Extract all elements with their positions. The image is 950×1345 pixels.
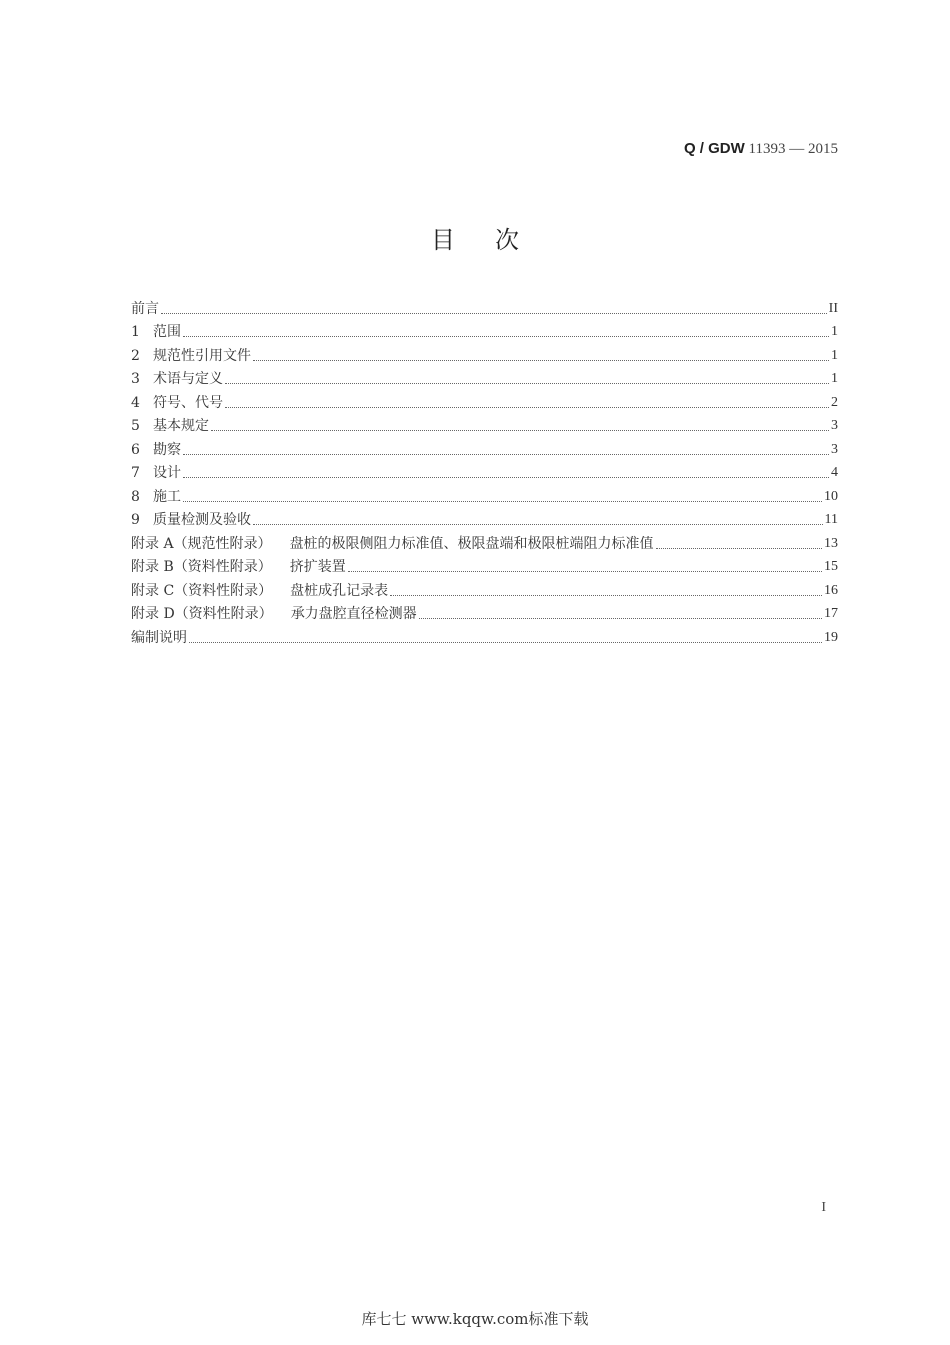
toc-entry[interactable] [131,576,838,600]
toc-dot-leader [189,642,822,643]
toc-entry-title: 范围 [153,324,181,340]
toc-entry-title: 前言 [131,300,159,317]
toc-entry-page: 3 [831,418,838,433]
toc-dot-leader [225,383,829,384]
toc-entry-page: 11 [824,512,838,527]
toc-entry-page: 10 [824,488,838,504]
toc-entry-label [131,347,251,365]
toc-entry-label [131,394,223,412]
toc-entry-page: 13 [824,535,838,551]
toc-entry-number: 8 [131,488,140,505]
toc-entry-page: 3 [831,441,838,457]
toc-entry-page: 1 [831,371,838,386]
page-number: I [821,1200,826,1215]
toc-entry[interactable] [131,435,838,459]
toc-dot-leader [183,336,829,337]
toc-entry-page: 2 [831,394,838,410]
toc-dot-leader [419,618,822,619]
toc-entry[interactable] [131,294,838,318]
toc-entry-subtitle: 盘桩成孔记录表 [290,582,389,599]
toc-entry-title: 附录 C（资料性附录） [131,582,273,599]
toc-entry-page: 16 [824,582,838,598]
toc-entry-title: 附录 A（规范性附录） [131,535,272,552]
toc-entry-title: 符号、代号 [153,394,223,411]
toc-dot-leader [183,454,829,455]
toc-entry-number: 2 [131,347,140,364]
toc-entry-title: 基本规定 [153,418,209,434]
toc-dot-leader [253,524,823,525]
toc-entry[interactable] [131,388,838,412]
toc-entry[interactable] [131,623,838,647]
toc-entry-title: 施工 [153,488,181,505]
toc-entry-label [131,582,388,600]
standard-prefix: Q / GDW [683,140,745,157]
toc-entry-number: 7 [131,465,140,481]
toc-entry-label [131,417,209,435]
toc-entry-label [131,370,223,388]
toc-entry-title: 附录 D（资料性附录） [131,606,273,622]
toc-entry-page: 1 [831,347,838,363]
toc-entry-title: 编制说明 [131,629,187,646]
standard-number: 11393 — 2015 [748,141,838,157]
toc-entry-label [131,558,346,576]
toc-entry[interactable] [131,341,838,365]
toc-entry-title: 术语与定义 [153,371,223,387]
toc-entry-page: II [828,300,838,316]
table-of-contents [131,294,838,647]
toc-entry[interactable] [131,318,838,342]
toc-entry[interactable] [131,600,838,624]
toc-entry-page: 15 [824,559,838,574]
toc-entry-number: 6 [131,441,140,458]
toc-dot-leader [211,430,829,431]
toc-dot-leader [390,595,822,596]
toc-dot-leader [161,313,827,314]
toc-entry-label [131,464,181,482]
toc-entry-number: 9 [131,512,140,528]
toc-entry-number: 5 [131,418,140,434]
toc-entry[interactable] [131,529,838,553]
toc-entry-subtitle: 承力盘腔直径检测器 [290,606,417,622]
toc-entry-number: 1 [131,324,140,340]
toc-entry-title: 质量检测及验收 [153,512,251,528]
toc-entry-label [131,300,159,318]
toc-entry-subtitle: 盘桩的极限侧阻力标准值、极限盘端和极限桩端阻力标准值 [289,535,654,552]
toc-dot-leader [183,501,822,502]
toc-entry-subtitle: 挤扩装置 [289,559,346,575]
toc-entry-title: 附录 B（资料性附录） [131,559,272,575]
toc-entry-page: 17 [824,606,838,621]
toc-entry-page: 19 [824,629,838,645]
toc-entry-title: 规范性引用文件 [153,347,251,364]
toc-entry[interactable] [131,459,838,483]
toc-entry[interactable] [131,412,838,436]
toc-entry[interactable] [131,482,838,506]
toc-entry-page: 1 [831,324,838,339]
toc-entry[interactable] [131,365,838,389]
toc-entry-label [131,629,187,647]
page-title: 目次 [431,226,559,254]
toc-entry-number: 3 [131,371,140,387]
toc-dot-leader [225,407,829,408]
toc-entry-label [131,488,181,506]
toc-entry-label [131,511,251,529]
toc-entry[interactable] [131,553,838,577]
toc-entry-title: 勘察 [153,441,181,458]
toc-entry-page: 4 [831,465,838,480]
toc-dot-leader [656,548,822,549]
toc-entry-label [131,605,417,623]
toc-entry-number: 4 [131,394,140,411]
footer-watermark: 库七七 www.kqqw.com标准下载 [361,1310,589,1328]
toc-dot-leader [183,477,829,478]
toc-entry-label [131,535,654,553]
toc-entry-title: 设计 [153,465,181,481]
toc-dot-leader [348,571,822,572]
standard-code [684,140,838,158]
toc-entry-label [131,441,181,459]
toc-entry-label [131,323,181,341]
toc-entry[interactable] [131,506,838,530]
toc-dot-leader [253,360,829,361]
